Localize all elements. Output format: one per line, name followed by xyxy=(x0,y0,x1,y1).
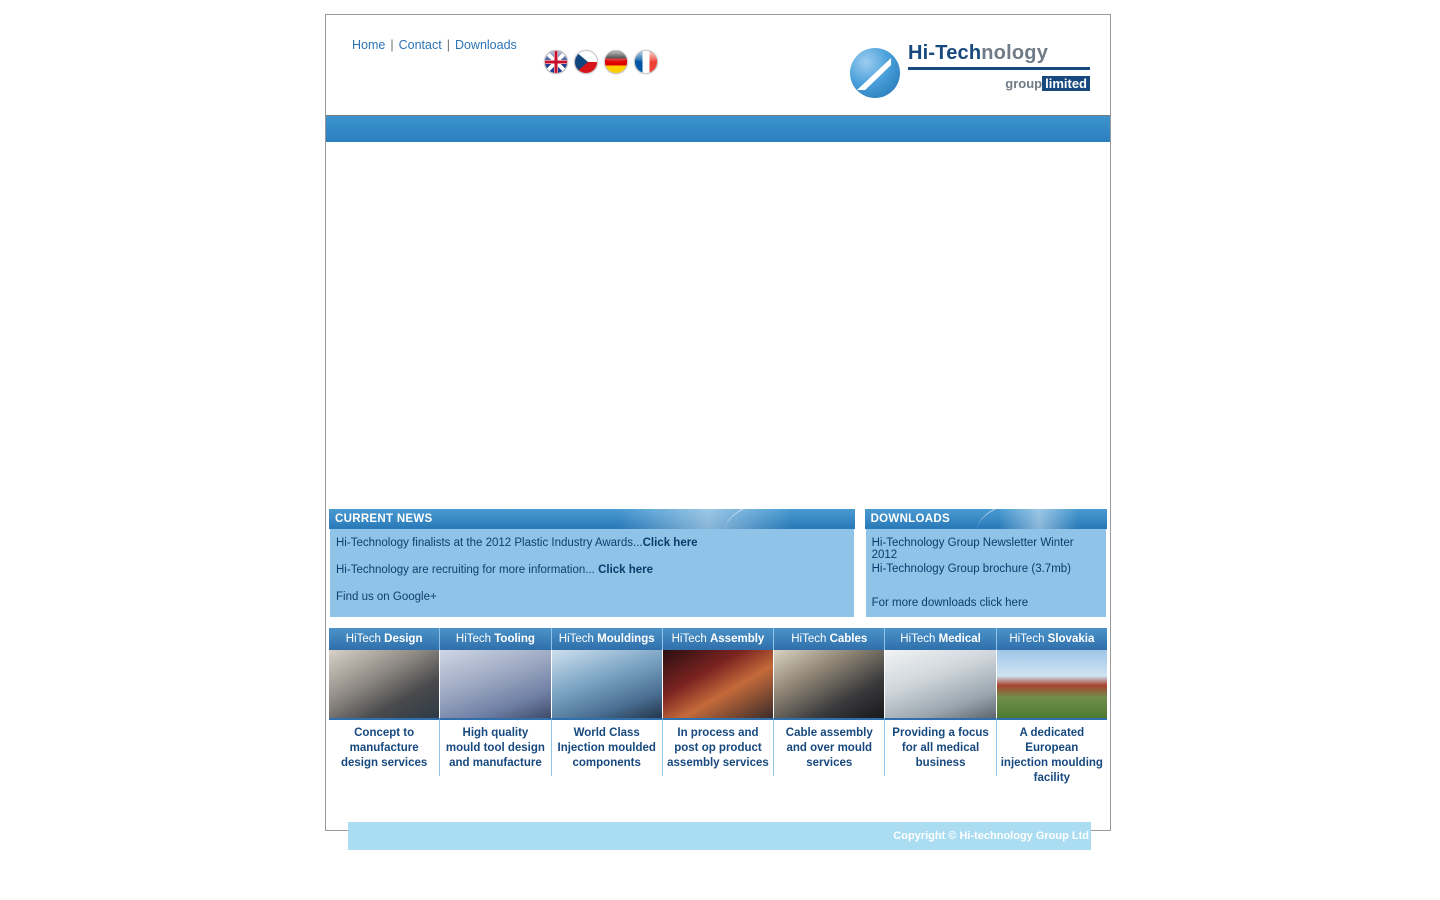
product-image-mouldings[interactable] xyxy=(552,650,663,718)
downloads-panel xyxy=(865,509,1107,618)
current-news-heading xyxy=(329,509,855,529)
product-tab-slovakia-prefix: HiTech xyxy=(1009,633,1048,645)
product-tab-slovakia[interactable] xyxy=(997,628,1107,650)
site-header xyxy=(326,15,1110,115)
site-frame xyxy=(325,14,1111,831)
product-tab-tooling-name: Tooling xyxy=(494,633,535,645)
product-tab-assembly[interactable] xyxy=(663,628,774,650)
news-item-1-link[interactable]: Click here xyxy=(642,537,698,549)
product-tab-assembly-prefix: HiTech xyxy=(671,633,710,645)
current-news-heading-label: CURRENT NEWS xyxy=(335,513,433,525)
news-item-2 xyxy=(336,564,848,576)
download-item-1[interactable]: Hi-Technology Group Newsletter Winter 2012 xyxy=(871,537,1074,561)
product-tab-design-name: Design xyxy=(384,633,423,645)
product-caption-design[interactable]: Concept to manufacture design services xyxy=(329,718,440,776)
hero-banner-area xyxy=(326,143,1110,509)
logo-limited-text: limited xyxy=(1042,76,1090,91)
company-logo[interactable] xyxy=(850,42,1090,104)
logo-line-primary xyxy=(908,42,1090,65)
nav-contact[interactable]: Contact xyxy=(398,38,442,52)
logo-hitech-text: Hi-Tech xyxy=(908,42,982,64)
product-tab-assembly-name: Assembly xyxy=(709,633,765,645)
product-tab-cables-prefix: HiTech xyxy=(791,633,830,645)
product-image-slovakia[interactable] xyxy=(997,650,1107,718)
product-tab-mouldings-prefix: HiTech xyxy=(558,633,598,645)
product-image-cables[interactable] xyxy=(774,650,885,718)
header-blue-bar xyxy=(326,115,1110,143)
downloads-more-link[interactable]: For more downloads click here xyxy=(871,597,1029,609)
flag-gloss xyxy=(575,51,597,62)
product-tab-medical[interactable] xyxy=(885,628,996,650)
logo-globe-icon xyxy=(850,48,900,98)
current-news-body xyxy=(329,529,855,618)
product-caption-slovakia[interactable]: A dedicated European injection moulding facility xyxy=(997,718,1107,776)
product-caption-medical[interactable]: Providing a focus for all medical business xyxy=(885,718,996,776)
product-tab-mouldings[interactable] xyxy=(552,628,663,650)
news-item-1-text: Hi-Technology finalists at the 2012 Plastic Industry Awards... xyxy=(336,537,643,549)
product-images xyxy=(329,650,1107,718)
current-news-panel xyxy=(329,509,855,618)
news-item-3-text: Find us on Google+ xyxy=(336,591,437,603)
product-caption-cables[interactable]: Cable assembly and over mould services xyxy=(774,718,885,776)
flag-czech[interactable] xyxy=(574,50,598,74)
product-captions xyxy=(329,718,1107,784)
product-tab-medical-prefix: HiTech xyxy=(900,633,939,645)
top-navigation xyxy=(352,38,517,52)
product-tab-design[interactable] xyxy=(329,628,440,650)
logo-line-secondary xyxy=(908,76,1090,91)
product-image-assembly[interactable] xyxy=(663,650,774,718)
product-tabs xyxy=(329,628,1107,650)
logo-swoosh-shape xyxy=(857,58,891,90)
news-item-3[interactable] xyxy=(336,591,848,603)
product-tab-tooling[interactable] xyxy=(440,628,551,650)
nav-home[interactable]: Home xyxy=(352,38,386,52)
product-strip xyxy=(326,628,1110,784)
logo-group-text: group xyxy=(1005,76,1043,91)
flag-gloss xyxy=(545,51,567,62)
product-image-design[interactable] xyxy=(329,650,440,718)
product-caption-tooling[interactable]: High quality mould tool design and manufacture xyxy=(440,718,551,776)
product-caption-mouldings[interactable]: World Class Injection moulded components xyxy=(552,718,663,776)
product-tab-medical-name: Medical xyxy=(938,633,981,645)
panel-wave-decoration xyxy=(722,509,855,529)
language-flags xyxy=(544,50,658,74)
flag-gloss xyxy=(605,51,627,62)
downloads-heading-label: DOWNLOADS xyxy=(870,513,950,525)
flag-german[interactable] xyxy=(604,50,628,74)
news-item-1 xyxy=(336,537,848,549)
downloads-heading xyxy=(865,509,1107,529)
downloads-body xyxy=(865,529,1107,618)
product-tab-slovakia-name: Slovakia xyxy=(1047,633,1095,645)
download-item-2[interactable]: Hi-Technology Group brochure (3.7mb) xyxy=(871,563,1072,575)
panel-wave-decoration xyxy=(974,509,1107,529)
logo-nology-text: nology xyxy=(981,42,1049,64)
product-tab-mouldings-name: Mouldings xyxy=(597,633,655,645)
product-tab-cables[interactable] xyxy=(774,628,885,650)
footer-copyright: Copyright © Hi-technology Group Ltd xyxy=(893,830,1089,842)
nav-separator-1: | xyxy=(390,38,394,52)
info-panels-row xyxy=(326,509,1110,618)
site-footer xyxy=(348,822,1091,850)
news-item-2-text: Hi-Technology are recruiting for more information... xyxy=(336,564,599,576)
product-image-medical[interactable] xyxy=(885,650,996,718)
logo-divider xyxy=(908,67,1090,70)
flag-english[interactable] xyxy=(544,50,568,74)
product-image-tooling[interactable] xyxy=(440,650,551,718)
logo-wordmark xyxy=(908,42,1090,91)
product-tab-cables-name: Cables xyxy=(829,633,868,645)
news-item-2-link[interactable]: Click here xyxy=(598,564,654,576)
nav-downloads[interactable]: Downloads xyxy=(454,38,517,52)
flag-french[interactable] xyxy=(634,50,658,74)
nav-separator-2: | xyxy=(446,38,450,52)
flag-gloss xyxy=(635,51,657,62)
product-tab-design-prefix: HiTech xyxy=(345,633,385,645)
product-tab-tooling-prefix: HiTech xyxy=(455,633,495,645)
product-caption-assembly[interactable]: In process and post op product assembly services xyxy=(663,718,774,776)
